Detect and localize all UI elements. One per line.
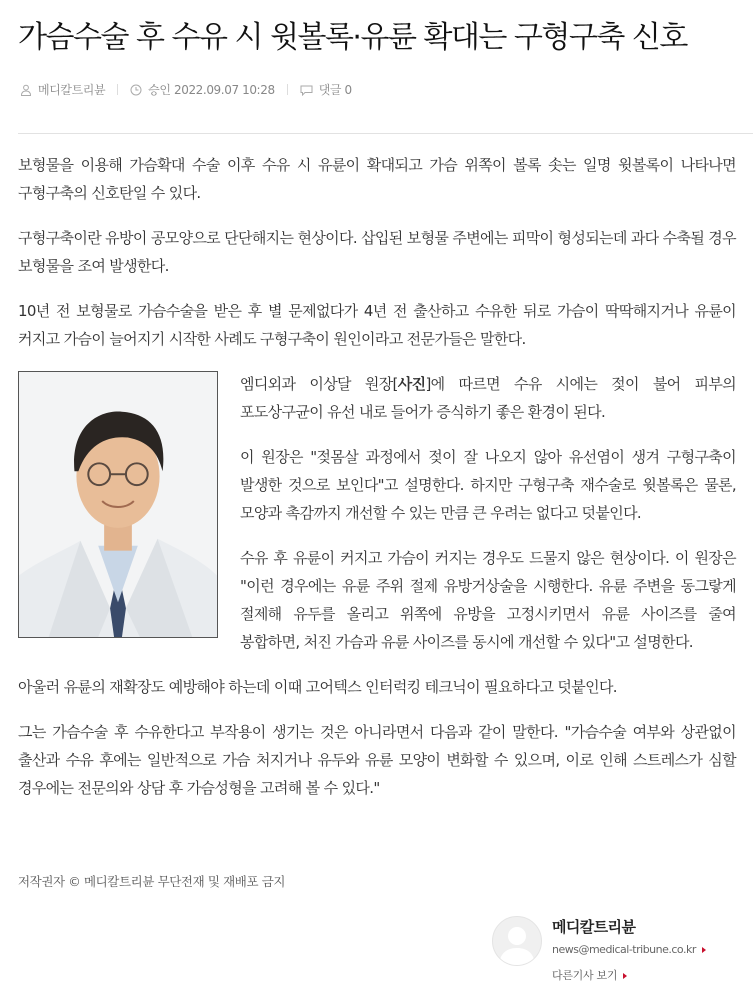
- meta-source: [20, 81, 105, 98]
- article-body: [18, 151, 736, 819]
- reporter-email[interactable]: news@medical-tribune.co.kr: [552, 943, 706, 956]
- more-articles-link[interactable]: 다른기사 보기: [552, 967, 627, 983]
- meta-approved: [130, 81, 275, 98]
- arrow-right-icon: [623, 973, 627, 979]
- meta-comments-count: 0: [344, 82, 352, 97]
- header-divider: [18, 133, 753, 134]
- article-paragraph: 10년 전 보형물로 가슴수술을 받은 후 별 문제없다가 4년 전 출산하고 수유한 뒤로 가슴이 딱딱해지거나 유륜이 커지고 가슴이 늘어지기 시작한 사례도 구형구축이 원인이라고 전문가들은 말한다.: [18, 302, 736, 348]
- person-icon: [493, 917, 541, 965]
- article-paragraph: 그는 가슴수술 후 수유한다고 부작용이 생기는 것은 아니라면서 다음과 같이 말한다. "가슴수술 여부와 상관없이 출산과 수유 후에는 일반적으로 가슴 처지거나 유두와 유륜 모양이 변화할 수 있으며, 이로 인해 스트레스가 심할 경우에는 전문의와 상담 후 가슴성형을 고려해 볼 수 있다.": [18, 723, 736, 797]
- photo-reference: 사진: [397, 375, 426, 393]
- avatar: [492, 916, 542, 966]
- article-paragraph: 보형물을 이용해 가슴확대 수술 이후 수유 시 유륜이 확대되고 가슴 위쪽이 볼록 솟는 일명 윗볼록이 나타나면 구형구축의 신호탄일 수 있다.: [18, 156, 736, 202]
- article-paragraph: 수유 후 유륜이 커지고 가슴이 커지는 경우도 드물지 않은 현상이다. 이 원장은 "이런 경우에는 유륜 주위 절제 유방거상술을 시행한다. 유륜 주변을 동그랗게 절제해 유두를 올리고 위쪽에 유방을 고정시키면서 유륜 사이즈를 줄여 봉합하면, 처진 가슴과 유륜 사이즈를 동시에 개선할 수 있다"고 설명한다.: [240, 549, 736, 651]
- meta-comments-label: 댓글: [318, 83, 342, 97]
- meta-source-text: 메디칼트리뷴: [38, 83, 106, 97]
- comment-icon: [300, 84, 313, 96]
- article-paragraph: 아울러 유륜의 재확장도 예방해야 하는데 이때 고어텍스 인터럭킹 테크닉이 필요하다고 덧붙인다.: [18, 678, 617, 696]
- arrow-right-icon: [702, 947, 706, 953]
- meta-approved-time: 2022.09.07 10:28: [173, 82, 275, 97]
- meta-approved-label: 승인: [148, 83, 171, 97]
- doctor-photo: [18, 371, 218, 638]
- article-paragraph: 이 원장은 "젖몸살 과정에서 젖이 잘 나오지 않아 유선염이 생겨 구형구축이 발생한 것으로 보인다"고 설명한다. 하지만 구형구축 재수술로 윗볼록은 물론, 모양과 촉감까지 개선할 수 있는 만큼 큰 우려는 없다고 덧붙인다.: [240, 448, 736, 522]
- meta-divider: [117, 84, 118, 95]
- article-paragraph: 구형구축이란 유방이 공모양으로 단단해지는 현상이다. 삽입된 보형물 주변에는 피막이 형성되는데 과다 수축될 경우 보형물을 조여 발생한다.: [18, 229, 736, 275]
- meta-divider: [287, 84, 288, 95]
- copyright-notice: 저작권자 © 메디칼트리뷴 무단전재 및 재배포 금지: [18, 874, 286, 889]
- clock-icon: [130, 84, 142, 96]
- reporter-box: [492, 914, 742, 984]
- article-paragraph: 엠디외과 이상달 원장[사진]에 따르면 수유 시에는 젖이 불어 피부의 포도상구균이 유선 내로 들어가 증식하기 좋은 환경이 된다.: [240, 375, 737, 421]
- person-icon: [20, 84, 32, 96]
- meta-comments[interactable]: [300, 81, 352, 98]
- article-title: 가슴수술 후 수유 시 윗볼록·유륜 확대는 구형구축 신호: [18, 20, 687, 55]
- reporter-name: 메디칼트리뷴: [552, 918, 636, 936]
- article-meta: [20, 81, 352, 98]
